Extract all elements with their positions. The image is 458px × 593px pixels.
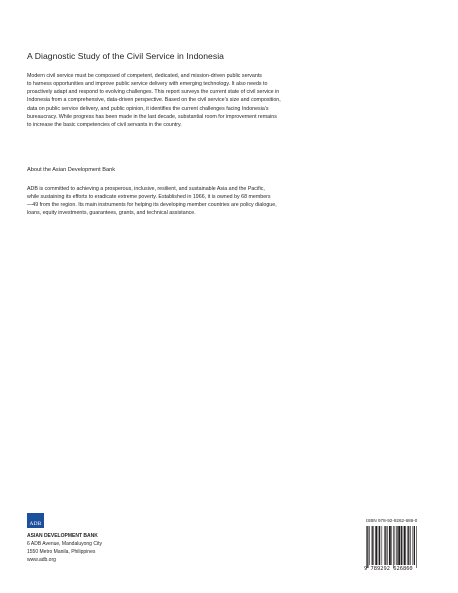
summary-line: data on public service delivery, and public opinion, it identifies the current challenges facing Indonesia’s [27, 105, 269, 112]
about-line: —49 from the region. Its main instruments for helping its developing member countries are policy dialogue, [27, 202, 277, 209]
barcode-bar [416, 526, 417, 568]
barcode-bar [398, 526, 400, 565]
summary-line: proactively adapt and respond to evolving challenges. This report surveys the current state of civil service in [27, 89, 280, 96]
isbn-label: ISBN 978-92-9262-686-0 [366, 518, 418, 523]
summary-line: Modern civil service must be composed of competent, dedicated, and mission-driven public servants [27, 73, 262, 79]
barcode-bar [369, 526, 370, 565]
barcode-bar [396, 526, 397, 565]
about-paragraph [27, 185, 437, 218]
barcode-bar [387, 526, 388, 565]
barcode-bar [414, 526, 415, 565]
barcode-bar [382, 526, 383, 565]
barcode-bar [366, 526, 367, 568]
page-title: A Diagnostic Study of the Civil Service in Indonesia [27, 51, 225, 61]
barcode-bar [373, 526, 374, 565]
adb-logo [27, 513, 44, 528]
adb-logo-text: ADB [29, 521, 42, 527]
barcode-bar [395, 526, 396, 565]
publisher-name: ASIAN DEVELOPMENT BANK [27, 533, 98, 539]
summary-line: bureaucracy. While progress has been made in the last decade, substantial room for improvement remains [27, 113, 277, 120]
barcode-bar [379, 526, 380, 565]
barcode-bar [393, 526, 394, 568]
barcode-bar [375, 526, 377, 565]
barcode-bar [410, 526, 411, 565]
barcode-bar [413, 526, 414, 565]
about-heading: About the Asian Development Bank [27, 167, 116, 173]
barcode-bar [389, 526, 391, 565]
barcode-digits: 9 789292 626860 [364, 566, 413, 572]
publisher-website: www.adb.org [27, 557, 56, 563]
barcode-bar [391, 526, 392, 565]
summary-paragraph [27, 72, 437, 129]
about-line: loans, equity investments, guarantees, grants, and technical assistance. [27, 210, 196, 217]
barcode-bar [384, 526, 385, 565]
barcode-bar [372, 526, 373, 565]
about-line: while sustaining its efforts to eradicate extreme poverty. Established in 1966, it is owned by 68 members [27, 194, 271, 201]
barcode-bar [385, 526, 386, 565]
publisher-address-line2: 1550 Metro Manila, Philippines [27, 549, 96, 555]
summary-line: to increase the basic competencies of civil servants in the country. [27, 121, 182, 128]
barcode-bar [404, 526, 406, 565]
barcode-bar [407, 526, 408, 565]
barcode-bar [401, 526, 402, 565]
barcode-bar [408, 526, 409, 565]
summary-line: Indonesia from a comprehensive, data-driven perspective. Based on the civil service’s size and composition, [27, 97, 281, 104]
barcode-bar [367, 526, 368, 568]
publisher-block [27, 532, 102, 564]
barcode [365, 526, 435, 568]
publisher-address-line1: 6 ADB Avenue, Mandaluyong City [27, 541, 102, 547]
summary-line: to harness opportunities and improve public service delivery with emerging technology. It also needs to [27, 81, 268, 88]
about-line: ADB is committed to achieving a prosperous, inclusive, resilient, and sustainable Asia and the Pacific, [27, 186, 265, 192]
barcode-bar [403, 526, 404, 565]
barcode-icon [365, 526, 435, 568]
barcode-bar [378, 526, 379, 565]
